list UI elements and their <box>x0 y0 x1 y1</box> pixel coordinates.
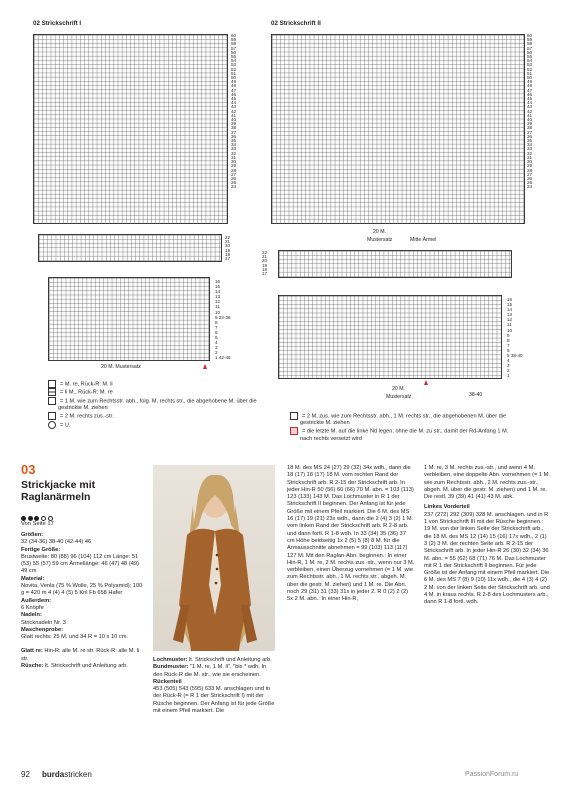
row-number: 56 <box>231 49 237 55</box>
row-number: 25 <box>231 180 237 186</box>
row-number: 37 <box>231 129 237 135</box>
row-number: 25 <box>527 180 533 186</box>
row-number: 57 <box>527 45 533 51</box>
row-number: 12 <box>215 299 221 305</box>
row-number: 60 <box>527 33 533 38</box>
chart1-title: 02 Strickschrift I <box>33 20 82 27</box>
row-number: 36 <box>231 133 237 139</box>
shift-stitch-symbol-icon <box>290 427 298 435</box>
row-number: 24 <box>231 184 237 190</box>
chart1-small-grid <box>38 234 222 262</box>
row-number: 29 <box>231 163 237 169</box>
row-number: 49 <box>231 79 237 85</box>
row-number: 16 <box>215 279 221 284</box>
row-number: 60 <box>231 33 237 38</box>
row-number: 55 <box>527 54 533 60</box>
row-number: 54 <box>231 58 237 64</box>
article-number: 03 <box>21 462 36 477</box>
row-number: 52 <box>527 66 533 72</box>
knit-symbol-icon <box>48 380 56 388</box>
row-number: 48 <box>527 83 533 89</box>
row-number: 39 <box>231 121 237 127</box>
row-number: 36 <box>527 133 533 139</box>
chart2-small-row-numbers <box>262 251 267 276</box>
row-number: 1 <box>507 373 510 379</box>
brand-logo: burdastricken <box>42 770 92 779</box>
row-number: 14 <box>215 289 221 295</box>
yarn-over-symbol-icon <box>48 421 56 429</box>
row-number: 21 <box>225 239 231 245</box>
chart1-row-numbers <box>231 34 251 190</box>
row-number: 29 <box>527 163 533 169</box>
legend-left: = M. re, Rück-R: M. li = li M., Rück-R: M. re = 1 M. wie zum Rechtsstr. abh., folg. M. rechts str., die abgehobene M. über die gestrickte M. ziehen = 2 M. rechts zus.-str. = U. <box>48 380 258 429</box>
row-number: 21 <box>262 254 268 260</box>
chart2-bottom-grid <box>278 295 502 379</box>
row-number: 11 <box>215 304 220 310</box>
row-number: 31 <box>231 154 237 160</box>
row-number: 55 <box>231 54 237 60</box>
article-col3: 18 M. des MS 24 (27) 29 (32) 34x wdh., dann die 18 (17) 18 (17) 18 M. vom rechten Rand der Strickschrift arb. R 2-15 der Strickschrift arb. In jeder Hin-R 50 (56) 60 (66) 70 M. abn. = 103 (113) 123 (133) 143 M. Das Lochmuster in R 1 der Strickschrift II beginnen. Der Anfang ist für jede Größe mit einem Pfeil markiert. Die 6 M. des MS 16 (17) 19 (21) 23x wdh., dann die 2 (4) 3 (2) 1 M. vom linken Rand der Strickschrift arb. R 2-8 arb. und dann fortl. R 1-8 wdh. In 33 (34) 35 (36) 37 cm Höhe beidseitig 1x 2 (5) 5 (8) 8 M. für die Armausschnitte abnehmen = 99 (103) 113 (117) 127 M. Mit den Raglan-Abn. beginnen.: In einer Hin-R, 1 M. re, 2 M. rechts zus.-str., wenn nur 3 M. verbleiben, einen Überzug vornehmen (= 1 M. wie zum Rechtsstr. abh., 1 M. rechts str., abgeh. M. über die gestr. M. ziehen) und 1 M. re. Die Abn. noch 29 (31) 31 (33) 31x in jeder 2. R 0 (2) 2 (2) 5x 2 M. abn.: In einer Hin-R, <box>287 465 415 603</box>
row-number: 22 <box>225 235 231 240</box>
row-number: 19 <box>225 247 231 253</box>
row-number: 51 <box>527 70 533 76</box>
model-photo <box>153 465 275 651</box>
row-number: 4 <box>215 340 218 346</box>
row-number: 17 <box>225 256 231 262</box>
row-number: 13 <box>215 294 221 300</box>
row-number: 38 <box>527 125 533 131</box>
row-number: 9 <box>507 332 510 338</box>
chart2-repeat2-label-b: Mustersatz <box>386 394 412 400</box>
chart2-repeat2-label-a: 20 M. <box>392 386 405 392</box>
row-number: 46 <box>231 91 237 97</box>
row-number: 42 <box>527 108 533 114</box>
row-number: 18 <box>225 251 231 257</box>
row-number: 42 <box>231 108 237 114</box>
chart2-row-numbers <box>527 34 547 190</box>
skp-symbol-icon <box>48 397 56 405</box>
row-number: 16 <box>507 297 513 302</box>
chart2-repeat-label-b: Mustersatz <box>367 237 393 243</box>
row-number: 56 <box>527 49 533 55</box>
chart2-bottom-row-numbers <box>507 297 547 379</box>
chart2-grid <box>271 34 525 224</box>
chart2-side-label: 38-40 <box>469 392 483 398</box>
row-number: 50 <box>527 75 533 81</box>
row-number: 41 <box>231 112 237 118</box>
row-number: 2 <box>507 368 510 374</box>
k2tog-symbol-icon <box>48 412 56 420</box>
chart1-start-arrow-red <box>203 364 207 369</box>
row-number: 22 <box>262 250 268 255</box>
row-number: 7 <box>215 324 218 330</box>
row-number: 47 <box>231 87 237 93</box>
row-number: 2 <box>215 350 218 356</box>
row-number: 50 <box>231 75 237 81</box>
row-number: 13 <box>507 312 513 318</box>
row-number: 53 <box>527 62 533 68</box>
row-number: 33 <box>231 146 237 152</box>
chart1-small-row-numbers <box>225 236 230 261</box>
row-number: 28 <box>527 167 533 173</box>
row-number: 27 <box>527 171 533 177</box>
row-number: 41 <box>527 112 533 118</box>
row-number: 58 <box>527 41 533 47</box>
chart2-title: 02 Strickschrift II <box>271 20 321 27</box>
chart1-bottom-grid <box>48 277 210 361</box>
row-number: 51 <box>231 70 237 76</box>
row-number: 43 <box>527 104 533 110</box>
row-number: 14 <box>507 307 513 313</box>
row-number: 20 <box>225 243 231 249</box>
row-number: 5 <box>215 335 218 341</box>
row-number: 57 <box>231 45 237 51</box>
row-number: 32 <box>231 150 237 156</box>
cardigan-model-illustration <box>153 465 275 651</box>
row-number: 54 <box>527 58 533 64</box>
row-number: 10 <box>507 327 513 333</box>
row-number: 6 <box>507 347 510 353</box>
row-number: 45 <box>231 96 237 102</box>
article-col2: Lochmuster: lt. Strickschrift und Anleitung arb. Bundmuster: "1 M. re, 1 M. li", "bis * wdh. In den Rück-R die M. str., wie sie erscheinen. Rückenteil 453 (505) 543 (595) 633 M. anschlagen und in der Rück-R (= R 1 der Strickschrift I) mit der Rüsche beginnen. Der Anfang ist für jede Größe mit einem Pfeil markiert. Die <box>153 657 275 715</box>
row-number: 26 <box>231 175 237 181</box>
row-number: 15 <box>507 302 513 308</box>
row-number: 9 22-36 <box>215 314 231 320</box>
row-number: 43 <box>231 104 237 110</box>
row-number: 45 <box>527 96 533 102</box>
chart1-bottom-row-numbers <box>215 279 255 361</box>
row-number: 39 <box>527 121 533 127</box>
row-number: 34 <box>231 142 237 148</box>
row-number: 24 <box>527 184 533 190</box>
row-number: 6 <box>215 329 218 335</box>
row-number: 3 <box>507 363 510 369</box>
row-number: 30 <box>231 159 237 165</box>
row-number: 20 <box>262 258 268 264</box>
row-number: 15 <box>215 284 221 290</box>
row-number: 47 <box>527 87 533 93</box>
row-number: 44 <box>231 100 237 106</box>
chart1-repeat-label: 20 M. Mustersatz <box>101 364 141 370</box>
chart2-small-grid <box>278 250 512 278</box>
row-number: 4 <box>507 358 510 364</box>
row-number: 10 <box>215 309 221 315</box>
legend-right: = 2 M. zus. wie zum Rechtsstr. abh., 1 M. rechts str., die abgehobenen M. über die gestrickte M. ziehen = die letzte M. auf die linke Nd legen, ohne die M. zu str., damit der Rd-Anfang 1 M. nach rechts versetzt wird <box>290 412 510 443</box>
see-page: Von Seite 17 <box>21 521 54 527</box>
row-number: 12 <box>507 317 513 323</box>
row-number: 30 <box>527 159 533 165</box>
row-number: 27 <box>231 171 237 177</box>
row-number: 11 <box>507 322 512 328</box>
purl-symbol-icon <box>48 388 56 396</box>
double-decrease-symbol-icon <box>290 412 298 420</box>
row-number: 48 <box>231 83 237 89</box>
row-number: 35 <box>231 138 237 144</box>
row-number: 26 <box>527 175 533 181</box>
row-number: 38 <box>231 125 237 131</box>
article-col4: 1 M. re, 3 M. rechts zus.-str., und wenn 4 M. verbleiben, eine doppelte Abn. vornehmen (= 1 M. wie zum Rechtsstr. abh., 2 M. rechts zus.-str., abgeh. M. über die gestr. M. ziehen) und 1 M. re. Die restl. 39 (39) 41 (41) 43 M. abk. Linkes Vorderteil 237 (272) 292 (309) 328 M. anschlagen. und in R 1 von Strickschrift III mit der Rüsche beginnen.: 19 M. von der linken Seite der Strickschrift arb., die 18 M. des MS 12 (14) 15 (16) 17x wdh., 2 (1) 3 (2) 3 M. der rechten Seite arb. R 2-15 der Strickschrift arb. In jeder Hin-R 26 (30) 32 (34) 36 M. abn. = 55 (62) 68 (71) 76 M. Das Lochmuster mit R 1 der Strickschrift II beginnen. Für jede Größe ist der Anfang mit einem Pfeil markiert. Die 6 M. des MS 7 (8) 9 (10) 11x wdh., die 4 (3) 4 (2) 2 M. von der linken Seite der Strickschrift arb. und 4 M. in kraus rechts. R 2-8 des Lochmusters arb., dann R 1-8 fortl. wdh. <box>424 465 550 606</box>
page-number: 92 <box>21 770 30 779</box>
row-number: 34 <box>527 142 533 148</box>
row-number: 40 <box>527 117 533 123</box>
article-title: Strickjacke mit Raglanärmeln <box>21 479 96 503</box>
row-number: 44 <box>527 100 533 106</box>
row-number: 8 <box>215 319 218 325</box>
chart2-repeat-label-a: 20 M. <box>373 229 386 235</box>
row-number: 49 <box>527 79 533 85</box>
row-number: 7 <box>507 342 510 348</box>
row-number: 37 <box>527 129 533 135</box>
row-number: 31 <box>527 154 533 160</box>
row-number: 28 <box>231 167 237 173</box>
row-number: 32 <box>527 150 533 156</box>
row-number: 58 <box>231 41 237 47</box>
row-number: 8 <box>507 337 510 343</box>
row-number: 35 <box>527 138 533 144</box>
row-number: 59 <box>231 37 237 43</box>
chart2-start-arrow-red <box>424 380 428 385</box>
row-number: 17 <box>262 271 268 277</box>
row-number: 46 <box>527 91 533 97</box>
row-number: 33 <box>527 146 533 152</box>
row-number: 5 38-40 <box>507 353 523 359</box>
row-number: 1 42-46 <box>215 355 231 361</box>
article-col1: Größen: 32 (34-36) 38-40 (42-44) 46 Fertige Größe: Brustweite: 80 (88) 96 (104) 112 cm Länge: 51 (53) 55 (57) 59 cm Ärmellänge: 46 (47) 48 (49) 49 cm Material: Novita, Venla (75 % Wolle, 25 % Polyamid); 100 g = 420 m 4 (4) 4 (5) 5 Knl Fb 658 Hafer Außerdem: 6 Knöpfe Nadeln: Stricknadeln Nr. 3 Maschenprobe: Glatt rechts: 25 M. und 34 R = 10 x 10 cm. Glatt re: Hin-R: alle M. re str. Rück-R: alle M. li str. Rüsche: lt. Strickschrift und Anleitung arb. <box>21 532 143 670</box>
chart2-middle-label: Mitte Ärmel <box>410 237 437 243</box>
watermark: PassionForum.ru <box>465 771 519 778</box>
row-number: 18 <box>262 266 268 272</box>
row-number: 59 <box>527 37 533 43</box>
chart1-grid <box>33 34 228 224</box>
row-number: 52 <box>231 66 237 72</box>
row-number: 3 <box>215 345 218 351</box>
row-number: 40 <box>231 117 237 123</box>
row-number: 19 <box>262 262 268 268</box>
row-number: 53 <box>231 62 237 68</box>
